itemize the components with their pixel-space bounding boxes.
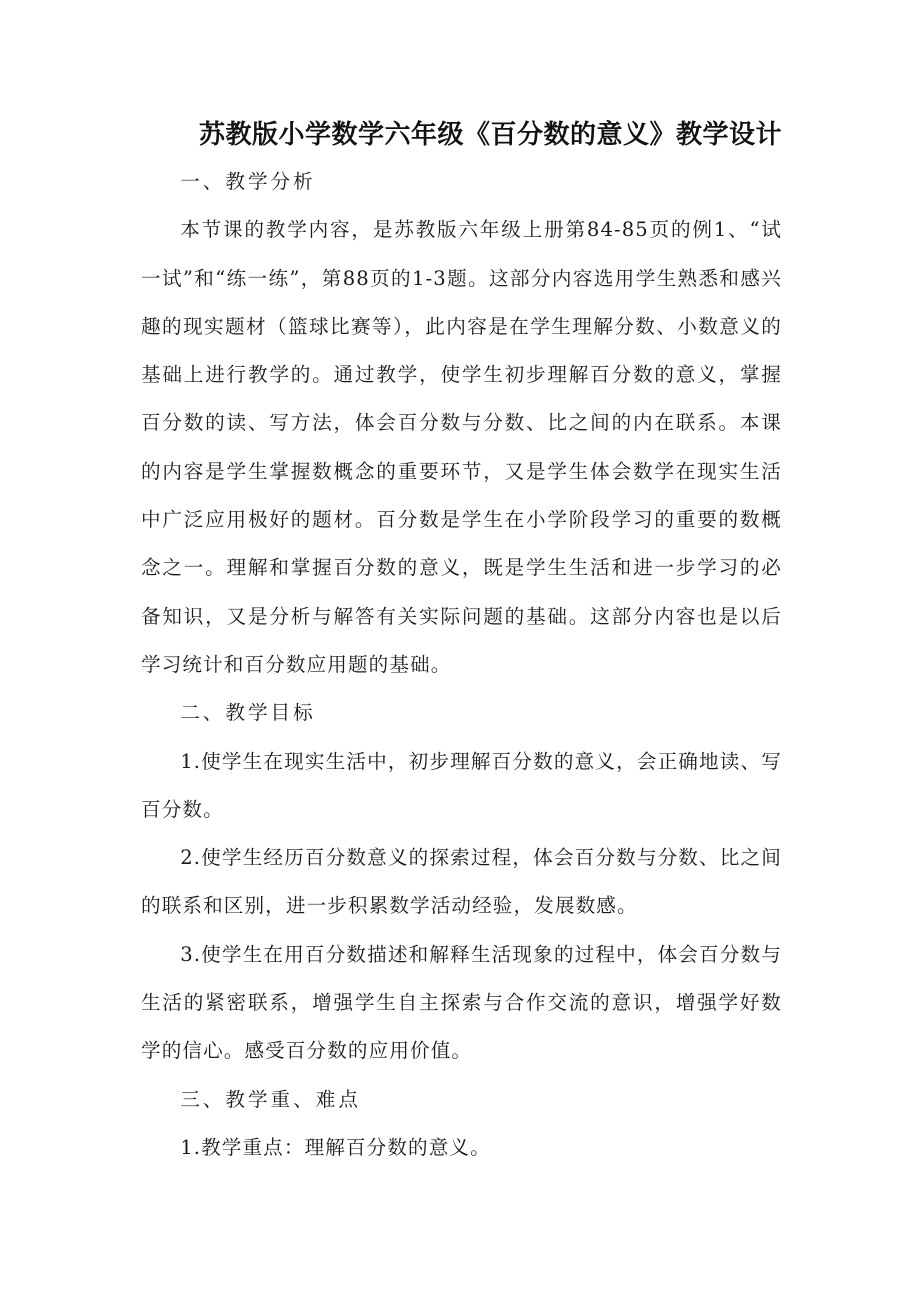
section-teaching-objectives xyxy=(141,689,782,1075)
objective-item: 1.使学生在现实生活中，初步理解百分数的意义，会正确地读、写百分数。 xyxy=(141,749,782,821)
section-heading: 一、教学分析 xyxy=(180,170,316,193)
section-heading: 二、教学目标 xyxy=(180,701,316,725)
document-title: 苏教版小学数学六年级《百分数的意义》教学设计 xyxy=(198,120,782,150)
section-teaching-analysis xyxy=(141,158,782,689)
objective-item: 2.使学生经历百分数意义的探索过程，体会百分数与分数、比之间的联系和区别，进一步积累数学活动经验，发展数感。 xyxy=(141,846,782,918)
objective-item: 3.使学生在用百分数描述和解释生活现象的过程中，体会百分数与生活的紧密联系，增强学生自主探索与合作交流的意识，增强学好数学的信心。感受百分数的应用价值。 xyxy=(141,942,782,1063)
section-key-and-difficult-points xyxy=(141,1076,782,1173)
document-page xyxy=(141,112,782,1172)
section-heading: 三、教学重、难点 xyxy=(180,1087,361,1111)
paragraph: 本节课的教学内容，是苏教版六年级上册第84-85页的例1、“试一试”和“练一练”，第88页的1-3题。这部分内容选用学生熟悉和感兴趣的现实题材（篮球比赛等），此内容是在学生理解分数、小数意义的基础上进行教学的。通过教学，使学生初步理解百分数的意义，掌握百分数的读、写方法，体会百分数与分数、比之间的内在联系。本课的内容是学生掌握数概念的重要环节，又是学生体会数学在现实生活中广泛应用极好的题材。百分数是学生在小学阶段学习的重要的数概念之一。理解和掌握百分数的意义，既是学生生活和进一步学习的必备知识，又是分析与解答有关实际问题的基础。这部分内容也是以后学习统计和百分数应用题的基础。 xyxy=(141,218,782,676)
key-point-item: 1.教学重点：理解百分数的意义。 xyxy=(180,1135,491,1159)
